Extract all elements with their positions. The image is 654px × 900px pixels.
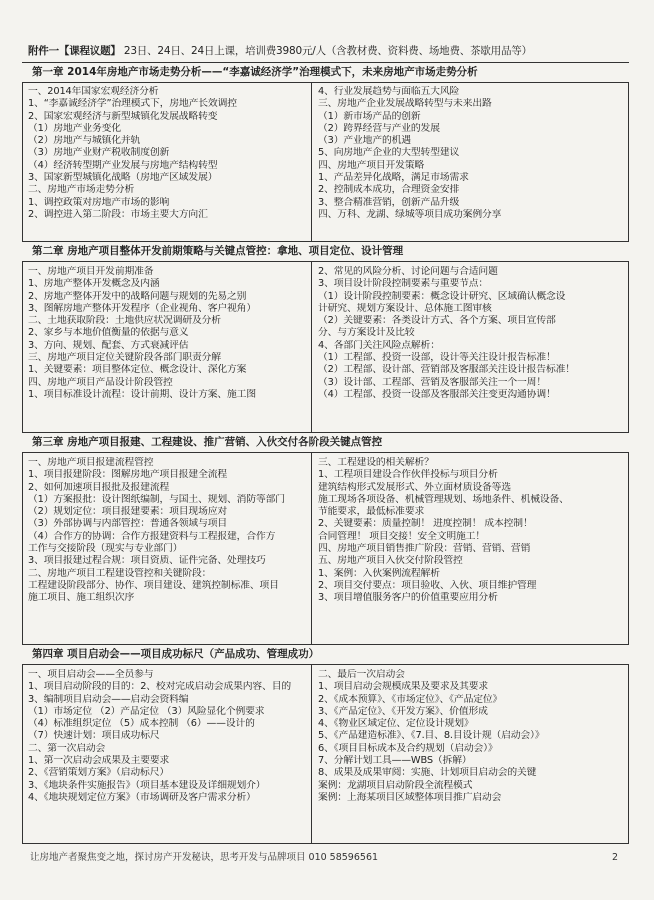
header-prefix: 附件一【课程议题】 xyxy=(28,45,121,57)
outline-line: 1、第一次启动会成果及主要要求 xyxy=(28,755,170,767)
outline-line: （4）标准组织定位 （5）成本控制 （6）——设计的 xyxy=(28,718,255,730)
outline-line: 三、房地产企业发展战略转型与未来出路 xyxy=(318,98,492,110)
outline-line: 4、《地块规划定位方案》（市场调研及客户需求分析） xyxy=(28,791,256,803)
outline-line: 2、国家宏观经济与新型城镇化发展战略转变 xyxy=(28,110,218,122)
outline-line: 2、调控进入第二阶段：市场主要大方向汇 xyxy=(28,208,208,220)
outline-line: 1、项目报建阶段：图解房地产项目报建全流程 xyxy=(28,469,228,481)
outline-line: 2、《营销策划方案》（启动标尺） xyxy=(28,767,169,779)
outline-line: 一、房地产项目开发前期准备 xyxy=(28,266,154,277)
chapter-1-left xyxy=(22,86,312,236)
outline-line: 二、房地产市场走势分析 xyxy=(28,184,135,196)
chapter-4-left xyxy=(22,669,312,839)
chapter-2-divider xyxy=(311,262,312,432)
outline-line: 3、整合精准营销，创新产品升级 xyxy=(318,196,460,208)
footer-text: 让房地产者聚焦变之地，探讨房产开发秘诀，思考开发与品牌项目 010 58596561 xyxy=(30,852,379,863)
outline-line: 施工项目、施工组织次序 xyxy=(28,592,135,604)
chapter-1-right xyxy=(312,86,629,236)
outline-line: 3、方向、规划、配套、方式衰减评估 xyxy=(28,339,189,351)
chapter-4-right xyxy=(312,669,629,839)
outline-line: （2）房地产与城镇化并轨 xyxy=(28,135,141,147)
outline-line: （1）方案报批：设计图纸编制，与国土、规划、消防等部门 xyxy=(28,493,285,505)
outline-line: 一、2014年国家宏观经济分析 xyxy=(28,86,159,97)
outline-line: （2）关键要素：各类设计方式、各个方案、项目宣传部 xyxy=(318,315,556,327)
document-header xyxy=(28,44,628,58)
outline-line: （3）房地产业财产税收制度创新 xyxy=(28,147,170,159)
chapter-3-right xyxy=(312,457,629,637)
outline-line: 2、房地产整体开发中的战略问题与规划的先易之别 xyxy=(28,290,247,302)
outline-line: 1、项目标准设计流程：设计前期、设计方案、施工图 xyxy=(28,388,256,400)
outline-line: 2、关键要素：质量控制！ 进度控制！ 成本控制！ xyxy=(318,518,533,530)
chapter-2-title: 第二章 房地产项目整体开发前期策略与关键点管控：拿地、项目定位、设计管理 xyxy=(22,241,629,262)
outline-line: （4）合作方的协调：合作方报建资料与工程报建，合作方 xyxy=(28,530,276,542)
outline-line: （3）外部协调与内部管控：普通各领域与项目 xyxy=(28,518,228,530)
outline-line: （7）快速计划：项目成功标尺 xyxy=(28,730,160,742)
outline-line: （1）市场定位 （2）产品定位 （3）风险显化个例要求 xyxy=(28,705,265,717)
outline-line: 8、成果及成果审阅：实施、计划项目启动会的关键 xyxy=(318,767,537,779)
outline-line: 5、《产品建造标准》、《7.目、8.目设计规（启动会）》 xyxy=(318,730,545,742)
chapter-2-right xyxy=(312,266,629,416)
chapter-3-left xyxy=(22,457,312,637)
outline-line: 1、案例：入伙案例流程解析 xyxy=(318,567,440,579)
outline-line: 4、《物业区域定位、定位设计规划》 xyxy=(318,718,474,730)
outline-line: 3、《地块条件实施报告》（项目基本建设及详细规划介） xyxy=(28,779,266,791)
header-text: 23日、24日、24日上课，培训费3980元/人（含教材费、资料费、场地费、茶歇用品等） xyxy=(123,45,532,57)
outline-line: 2、《成本预算》、《市场定位》、《产品定位》 xyxy=(318,693,503,705)
chapter-3-title: 第三章 房地产项目报建、工程建设、推广营销、入伙交付各阶段关键点管控 xyxy=(22,432,629,453)
outline-line: 三、工程建设的相关解析？ xyxy=(318,457,434,468)
outline-line: （3）产业地产的机遇 xyxy=(318,135,411,147)
outline-line: 2、常见的风险分析、讨论问题与合适问题 xyxy=(318,266,498,277)
outline-line: 分、与方案设计及比较 xyxy=(318,327,415,339)
chapter-1-title: 第一章 2014年房地产市场走势分析——“李嘉诚经济学”治理模式下，未来房地产市场走势分析 xyxy=(22,62,629,83)
outline-line: （1）工程部、投资一设部，设计等关注设计报告标准！ xyxy=(318,352,556,364)
outline-line: 四、房地产项目销售推广阶段：营销、营销、营销 xyxy=(318,543,531,555)
outline-line: 四、房地产项目开发策略 xyxy=(318,159,425,171)
outline-line: （1）新市场产品的创新 xyxy=(318,110,421,122)
outline-line: 3、项目报建过程合规：项目资质、证件完备、处理技巧 xyxy=(28,555,266,567)
outline-line: 3、项目增值服务客户的价值重要应用分析 xyxy=(318,592,498,604)
outline-line: 2、如何加速项目报批及报建流程 xyxy=(28,481,170,493)
outline-line: 建筑结构形式发展形式、外立面材质设备等选 xyxy=(318,481,511,493)
outline-line: 工作与交接阶段（现实与专业部门） xyxy=(28,543,183,555)
outline-line: 二、房地产项目工程建设管控和关键阶段： xyxy=(28,567,212,579)
outline-line: 3、项目设计阶段控制要素与重要节点： xyxy=(318,278,489,290)
outline-line: 1、“李嘉诚经济学”治理模式下，房地产长效调控 xyxy=(28,98,237,110)
outline-line: 5、向房地产企业的大型转型建议 xyxy=(318,147,460,159)
outline-line: 计研究、规划方案设计、总体施工图审核 xyxy=(318,302,492,314)
outline-line: （2）跨界经营与产业的发展 xyxy=(318,122,440,134)
outline-line: 施工现场各项设备、机械管理规划、场地条件、机械设备、 xyxy=(318,493,569,505)
chapter-4-title: 第四章 项目启动会——项目成功标尺（产品成功、管理成功） xyxy=(22,644,629,665)
chapter-2-left xyxy=(22,266,312,416)
outline-line: 一、房地产项目报建流程管控 xyxy=(28,457,154,468)
outline-line: 三、房地产项目定位关键阶段各部门职责分解 xyxy=(28,352,221,364)
outline-line: （2）工程部、设计部、营销部及客服部关注设计报告标准！ xyxy=(318,364,575,376)
outline-line: 一、项目启动会——全员参与 xyxy=(28,669,154,680)
outline-line: 五、房地产项目入伙交付阶段管控 xyxy=(318,555,463,567)
outline-line: 合同管理！ 项目交接！安全文明施工！ xyxy=(318,530,485,542)
outline-line: （1）设计阶段控制要素：概念设计研究、区域确认概念设 xyxy=(318,290,566,302)
outline-line: （4）经济转型期产业发展与房地产结构转型 xyxy=(28,159,218,171)
outline-line: 四、房地产项目产品设计阶段管控 xyxy=(28,376,173,388)
outline-line: 4、各部门关注风险点解析： xyxy=(318,339,440,351)
outline-line: 3、《产品定位》、《开发方案》、价值形成 xyxy=(318,705,488,717)
outline-line: （1）房地产业务变化 xyxy=(28,122,121,134)
outline-line: 2、项目交付要点：项目验收、入伙、项目维护管理 xyxy=(318,579,537,591)
outline-line: 工程建设阶段部分、协作、项目建设、建筑控制标准、项目 xyxy=(28,579,279,591)
outline-line: （2）规划定位：项目报建要素：项目现场应对 xyxy=(28,506,228,518)
outline-line: 1、工程项目建设合作伙伴投标与项目分析 xyxy=(318,469,498,481)
chapter-4-divider xyxy=(311,665,312,844)
outline-line: 3、图解房地产整体开发程序（企业视角、客户视角） xyxy=(28,302,256,314)
outline-line: 案例：龙湖项目启动阶段全流程模式 xyxy=(318,779,473,791)
outline-line: 二、第一次启动会 xyxy=(28,742,106,754)
outline-line: 1、产品差异化战略，满足市场需求 xyxy=(318,172,469,184)
outline-line: 案例：上海某项目区域整体项目推广启动会 xyxy=(318,791,502,803)
chapter-3-divider xyxy=(311,453,312,644)
outline-line: 1、项目启动阶段的目的：2、校对完成启动会成果内容、目的 xyxy=(28,681,291,693)
outline-line: （3）设计部、工程部、营销及客服部关注一个一周！ xyxy=(318,376,546,388)
outline-line: 6、《项目目标成本及合约规划（启动会）》 xyxy=(318,742,498,754)
outline-line: 1、调控政策对房地产市场的影响 xyxy=(28,196,170,208)
page-number: 2 xyxy=(612,852,619,863)
outline-line: 二、最后一次启动会 xyxy=(318,669,405,680)
outline-line: 2、控制成本成功，合理资金安排 xyxy=(318,184,460,196)
outline-line: （4）工程部、投资一设部及客服部关注变更沟通协调！ xyxy=(318,388,556,400)
outline-line: 二、土地获取阶段：土地供应状况调研及分析 xyxy=(28,315,221,327)
outline-line: 节能要求，最低标准要求 xyxy=(318,506,425,518)
outline-line: 4、行业发展趋势与面临五大风险 xyxy=(318,86,460,97)
outline-line: 1、项目启动会规模成果及要求及其要求 xyxy=(318,681,489,693)
outline-line: 3、国家新型城镇化战略（房地产区域发展） xyxy=(28,172,218,184)
chapter-1-divider xyxy=(311,83,312,241)
outline-line: 7、分解计划工具——WBS（拆解） xyxy=(318,755,472,767)
outline-line: 3、编制项目启动会——启动会资料编 xyxy=(28,693,189,705)
outline-line: 1、关键要素：项目整体定位、概念设计、深化方案 xyxy=(28,364,247,376)
outline-line: 1、房地产整体开发概念及内涵 xyxy=(28,278,160,290)
outline-line: 四、万科、龙湖、绿城等项目成功案例分享 xyxy=(318,208,502,220)
outline-line: 2、家乡与本地价值衡量的依据与意义 xyxy=(28,327,189,339)
